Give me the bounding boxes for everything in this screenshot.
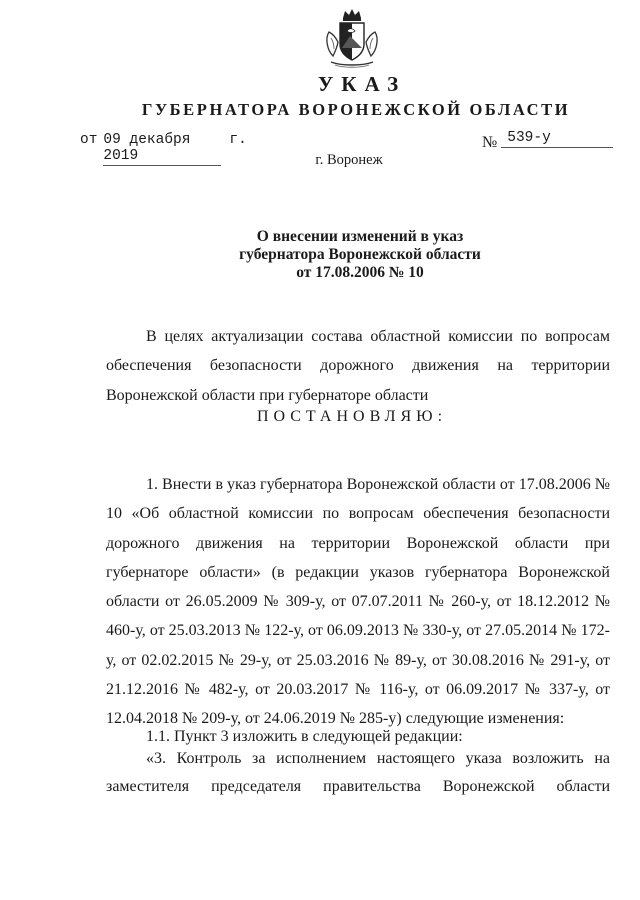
- document-subject: [0, 228, 640, 282]
- item-1-paragraph: 1. Внести в указ губернатора Воронежской области от 17.08.2006 № 10 «Об областной комиссии по вопросам обеспечения безопасности дорожного движения на территории Воронежской области при губернаторе области» (в редакции указов губернатора Воронежской области от 26.05.2009 № 309-у, от 07.07.2011 № 260-у, от 18.12.2012 № 460-у, от 25.03.2013 № 122-у, от 06.09.2013 № 330-у, от 27.05.2014 № 172-у, от 02.02.2015 № 29-у, от 25.03.2016 № 89-у, от 30.08.2016 № 291-у, от 21.12.2016 № 482-у, от 20.03.2017 № 116-у, от 06.09.2017 № 337-у, от 12.04.2018 № 209-у, от 24.06.2019 № 285-у) следующие изменения:: [106, 476, 610, 728]
- date-suffix: г.: [229, 132, 247, 148]
- date-label: от: [80, 132, 98, 148]
- item-1-1-paragraph: 1.1. Пункт 3 изложить в следующей редакции:: [146, 728, 463, 745]
- number-label: №: [482, 134, 498, 151]
- subject-line-2: губернатора Воронежской области: [239, 246, 481, 263]
- quoted-clause-paragraph: «3. Контроль за исполнением настоящего указа возложить на заместителя председателя правительства Воронежской области: [106, 750, 610, 795]
- preamble-paragraph: В целях актуализации состава областной комиссии по вопросам обеспечения безопасности дорожного движения на территории Воронежской области при губернаторе области: [106, 328, 610, 404]
- date-value: 09 декабря 2019: [103, 132, 221, 166]
- document-title: УКАЗ: [317, 72, 407, 96]
- city-name: г. Воронеж: [315, 152, 383, 168]
- number-row: [482, 130, 613, 154]
- number-value: 539-у: [501, 130, 613, 148]
- subject-line-3: от 17.08.2006 № 10: [296, 264, 424, 281]
- subject-line-1: О внесении изменений в указ: [256, 228, 464, 245]
- document-issuer: ГУБЕРНАТОРА ВОРОНЕЖСКОЙ ОБЛАСТИ: [141, 100, 571, 119]
- decree-heading: ПОСТАНОВЛЯЮ:: [256, 408, 448, 425]
- voronezh-coat-of-arms-icon: [323, 8, 381, 70]
